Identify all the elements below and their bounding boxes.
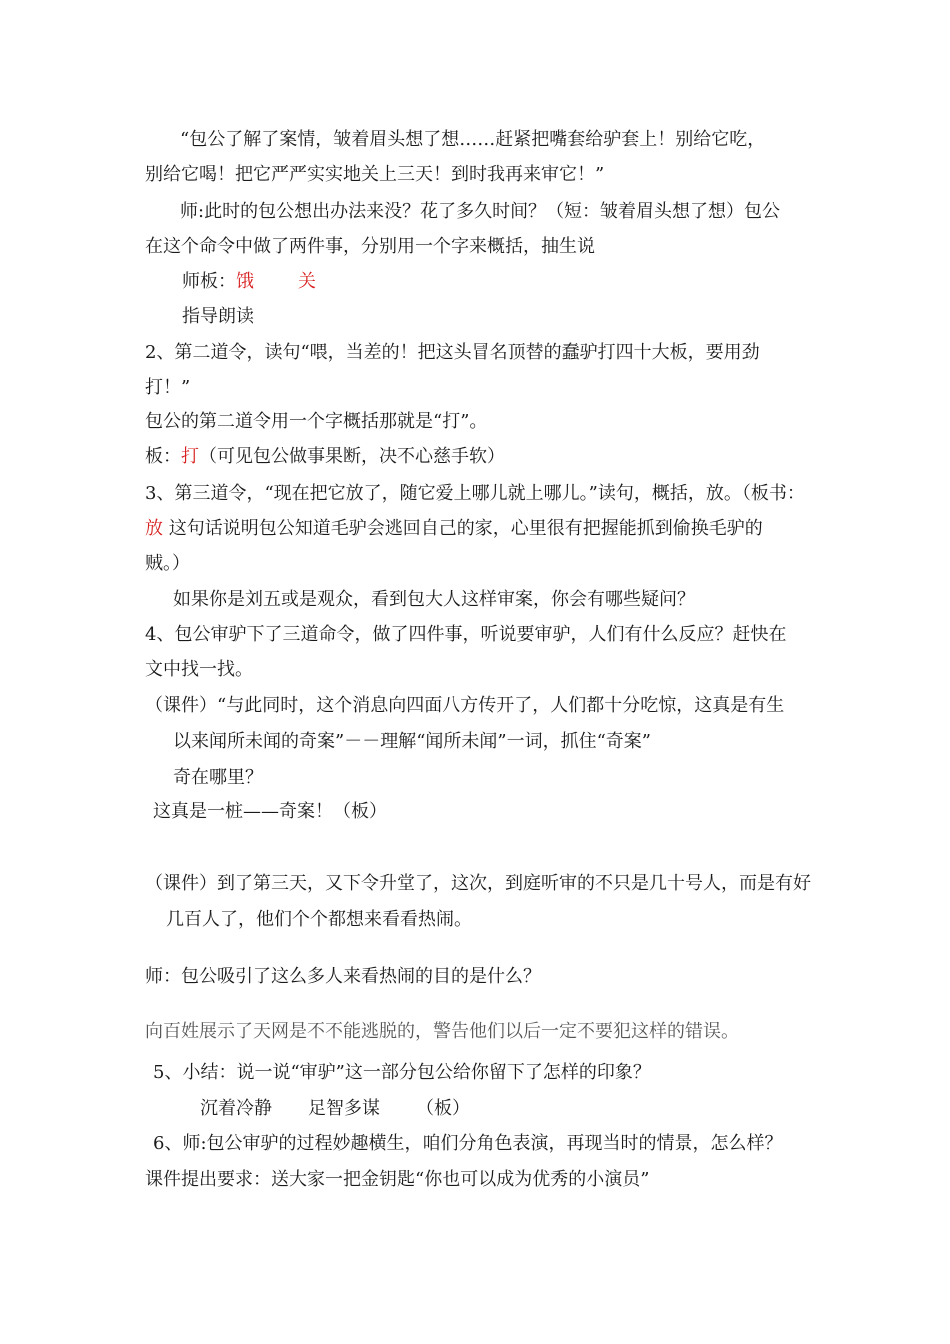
board-word-lock: 关 xyxy=(298,271,316,292)
board-word-beat: 打 xyxy=(181,446,199,467)
question-prompt: 如果你是刘五或是观众，看到包大人这样审案，你会有哪些疑问？ xyxy=(173,589,695,610)
summary-question: 5、小结：说一说“审驴”这一部分包公给你留下了怎样的印象？ xyxy=(153,1062,651,1083)
third-order-line-1: 3、第三道令，“现在把它放了，随它爱上哪儿就上哪儿。”读句，概括，放。（板书： xyxy=(145,483,805,504)
teacher-purpose-question: 师：包公吸引了这么多人来看热闹的目的是什么？ xyxy=(145,966,541,987)
purpose-answer: 向百姓展示了天网是不不能逃脱的，警告他们以后一定不要犯这样的错误。 xyxy=(145,1021,739,1042)
reaction-question-line-1: 4、包公审驴下了三道命令，做了四件事，听说要审驴，人们有什么反应？赶快在 xyxy=(145,624,787,645)
paragraph-quote-line-2: 别给它喝！把它严严实实地关上三天！到时我再来审它！” xyxy=(145,164,605,185)
second-order-line-1: 2、第二道令，读句“喂，当差的！把这头冒名顶替的蠢驴打四十大板，要用劲 xyxy=(145,342,760,363)
guide-reading: 指导朗读 xyxy=(182,306,254,327)
second-order-summary: 包公的第二道令用一个字概括那就是“打”。 xyxy=(145,411,488,432)
teacher-question-line-2: 在这个命令中做了两件事，分别用一个字来概括，抽生说 xyxy=(145,236,595,257)
second-order-line-2: 打！” xyxy=(145,377,191,398)
board-word-release: 放 xyxy=(145,518,163,539)
courseware-requirement: 课件提出要求：送大家一把金钥匙“你也可以成为优秀的小演员” xyxy=(145,1169,650,1190)
teacher-question-line-1: 师:此时的包公想出办法来没？花了多久时间？（短：皱着眉头想了想）包公 xyxy=(180,201,781,222)
role-play-prompt: 6、师:包公审驴的过程妙趣横生，咱们分角色表演，再现当时的情景，怎么样？ xyxy=(153,1133,783,1154)
board-word-calm: 沉着冷静 xyxy=(200,1098,272,1119)
third-order-explanation: 这句话说明包公知道毛驴会逃回自己的家，心里很有把握能抓到偷换毛驴的 xyxy=(168,518,763,539)
strange-case-board: 这真是一桩——奇案！（板） xyxy=(153,801,387,822)
board-note-3 xyxy=(200,1097,470,1121)
board-word-hungry: 饿 xyxy=(236,271,254,292)
third-order-line-2 xyxy=(145,517,763,541)
where-strange: 奇在哪里？ xyxy=(173,767,263,788)
board-note-2 xyxy=(145,445,505,469)
board-label: 板： xyxy=(145,446,181,467)
third-order-line-3: 贼。） xyxy=(145,553,190,574)
board-note-1 xyxy=(182,270,316,294)
courseware-third-day-line-2: 几百人了，他们个个都想来看看热闹。 xyxy=(166,909,472,930)
reaction-question-line-2: 文中找一找。 xyxy=(145,659,253,680)
board-mark: （板） xyxy=(416,1098,470,1119)
board-note-text: （可见包公做事果断，决不心慈手软） xyxy=(199,446,505,467)
courseware-quote-line-2: 以来闻所未闻的奇案”－－理解“闻所未闻”一词，抓住“奇案” xyxy=(173,731,652,752)
paragraph-quote-line-1: “包公了解了案情，皱着眉头想了想……赶紧把嘴套给驴套上！别给它吃， xyxy=(180,129,766,150)
board-word-resourceful: 足智多谋 xyxy=(308,1098,380,1119)
courseware-quote-line-1: （课件）“与此同时，这个消息向四面八方传开了，人们都十分吃惊，这真是有生 xyxy=(145,695,785,716)
courseware-third-day-line-1: （课件）到了第三天，又下令升堂了，这次，到庭听审的不只是几十号人，而是有好 xyxy=(145,873,811,894)
board-label: 师板： xyxy=(182,271,236,292)
